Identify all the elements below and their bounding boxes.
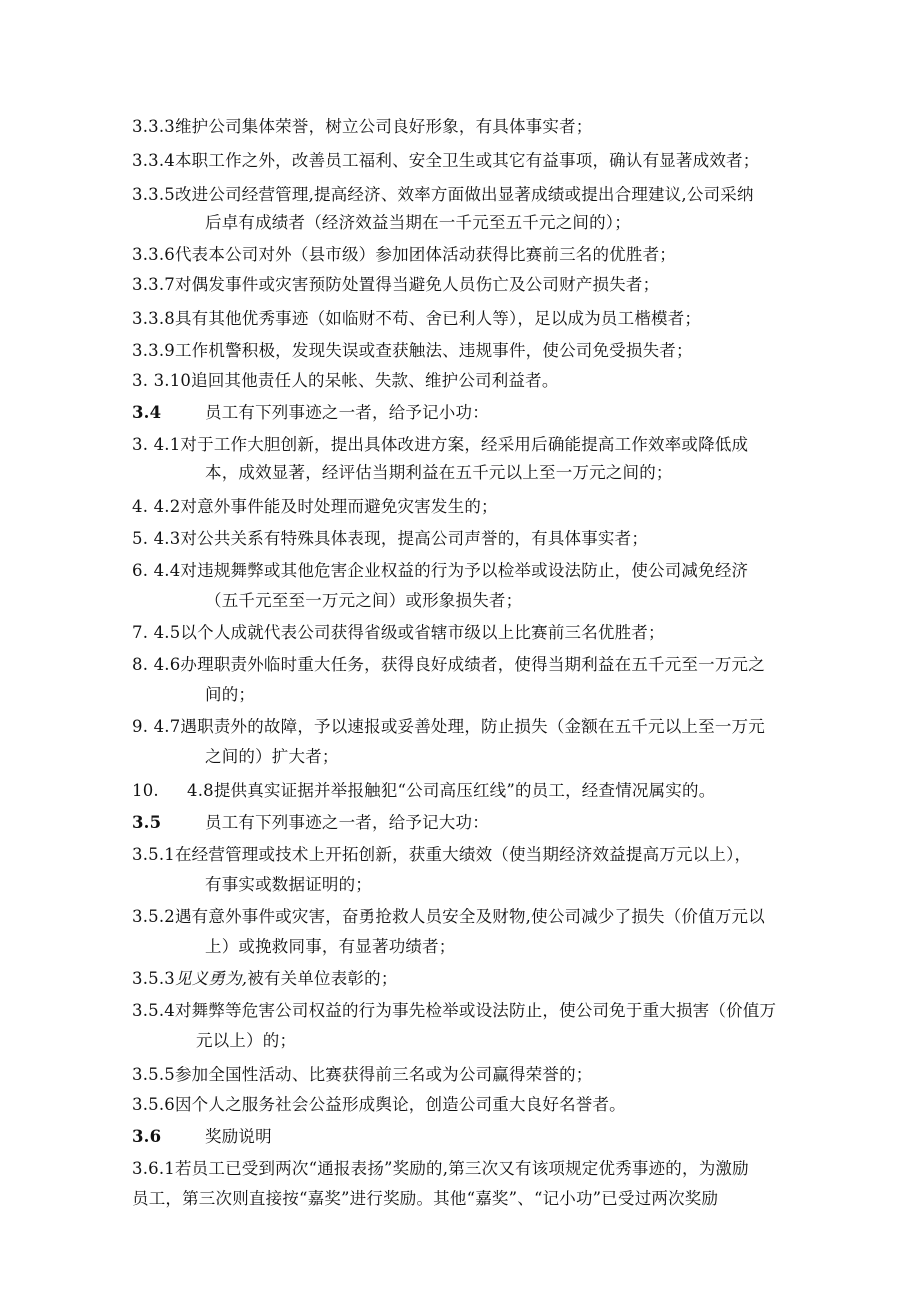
clause-3-5-3-italic: 见义勇为, bbox=[174, 969, 248, 988]
clause-10-number: 10. bbox=[132, 781, 159, 800]
clause-3-6-1-cont: 员工，第三次则直接按“嘉奖”进行奖励。其他“嘉奖”、“记小功”已受过两次奖励 bbox=[132, 1189, 719, 1208]
clause-3-3-5-cont: 后卓有成绩者（经济效益当期在一千元至五千元之间的）； bbox=[205, 213, 631, 232]
clause-3-3-3: 3.3.3维护公司集体荣誉，树立公司良好形象，有具体事实者； bbox=[132, 117, 593, 136]
clause-3-5-5: 3.5.5参加全国性活动、比赛获得前三名或为公司赢得荣誉的； bbox=[132, 1065, 593, 1084]
section-3-5-number: 3.5 bbox=[132, 813, 162, 832]
clause-3-4-1-cont: 本，成效显著，经评估当期利益在五千元以上至一万元之间的； bbox=[205, 463, 673, 482]
clause-3-3-7: 3.3.7对偶发事件或灾害预防处置得当避免人员伤亡及公司财产损失者； bbox=[132, 275, 660, 294]
clause-3-5-3-text: 被有关单位表彰的； bbox=[247, 969, 398, 988]
clause-3-3-10: 3. 3.10追回其他责任人的呆帐、失款、维护公司利益者。 bbox=[132, 371, 559, 390]
section-3-4-title: 员工有下列事迹之一者，给予记小功： bbox=[205, 403, 489, 422]
section-3-6-number: 3.6 bbox=[132, 1127, 162, 1146]
clause-4-4-2: 4. 4.2对意外事件能及时处理而避免灾害发生的； bbox=[132, 497, 498, 516]
clause-9-4-7-cont: 之间的）扩大者； bbox=[205, 747, 339, 766]
section-3-5-title: 员工有下列事迹之一者，给予记大功： bbox=[205, 813, 489, 832]
clause-9-4-7: 9. 4.7遇职责外的故障，予以速报或妥善处理，防止损失（金额在五千元以上至一万元 bbox=[132, 717, 765, 736]
clause-8-4-6: 8. 4.6办理职责外临时重大任务，获得良好成绩者，使得当期利益在五千元至一万元之 bbox=[132, 655, 765, 674]
clause-3-5-2-cont: 上）或挽救同事，有显著功绩者； bbox=[205, 937, 456, 956]
clause-7-4-5: 7. 4.5以个人成就代表公司获得省级或省辖市级以上比赛前三名优胜者； bbox=[132, 623, 665, 642]
clause-3-6-1: 3.6.1若员工已受到两次“通报表扬”奖励的,第三次又有该项规定优秀事迹的，为激励 bbox=[132, 1159, 749, 1178]
clause-3-5-1-cont: 有事实或数据证明的； bbox=[205, 875, 372, 894]
clause-5-4-3: 5. 4.3对公共关系有特殊具体表现，提高公司声誉的，有具体事实者； bbox=[132, 529, 649, 548]
clause-3-5-3-number: 3.5.3 bbox=[132, 969, 175, 988]
clause-3-3-5: 3.3.5改进公司经营管理,提高经济、效率方面做出显著成绩或提出合理建议,公司采纳 bbox=[132, 185, 754, 204]
clause-3-5-4: 3.5.4对舞弊等危害公司权益的行为事先检举或设法防止，使公司免于重大损害（价值万 bbox=[132, 1001, 777, 1020]
clause-8-4-6-cont: 间的； bbox=[205, 685, 256, 704]
clause-3-5-3 bbox=[132, 968, 398, 990]
clause-10-4-8: 4.8提供真实证据并举报触犯“公司高压红线”的员工，经查情况属实的。 bbox=[187, 781, 716, 800]
clause-3-3-9: 3.3.9工作机警积极，发现失误或查获触法、违规事件，使公司免受损失者； bbox=[132, 341, 693, 360]
clause-3-3-6: 3.3.6代表本公司对外（县市级）参加团体活动获得比赛前三名的优胜者； bbox=[132, 245, 676, 264]
clause-3-5-6: 3.5.6因个人之服务社会公益形成舆论，创造公司重大良好名誉者。 bbox=[132, 1095, 626, 1114]
clause-3-5-2: 3.5.2遇有意外事件或灾害，奋勇抢救人员安全及财物,使公司减少了损失（价值万元以 bbox=[132, 907, 765, 926]
section-3-4-number: 3.4 bbox=[132, 403, 162, 422]
clause-6-4-4: 6. 4.4对违规舞弊或其他危害企业权益的行为予以检举或设法防止，使公司减免经济 bbox=[132, 561, 749, 580]
clause-3-4-1: 3. 4.1对于工作大胆创新，提出具体改进方案，经采用后确能提高工作效率或降低成 bbox=[132, 435, 749, 454]
clause-6-4-4-cont: （五千元至至一万元之间）或形象损失者； bbox=[205, 591, 523, 610]
clause-3-3-8: 3.3.8具有其他优秀事迹（如临财不苟、舍已利人等），足以成为员工楷模者； bbox=[132, 309, 702, 328]
clause-3-5-4-cont: 元以上）的； bbox=[196, 1031, 297, 1050]
clause-3-3-4: 3.3.4本职工作之外，改善员工福利、安全卫生或其它有益事项，确认有显著成效者； bbox=[132, 151, 760, 170]
clause-3-5-1: 3.5.1在经营管理或技术上开拓创新，获重大绩效（使当期经济效益提高万元以上）， bbox=[132, 845, 752, 864]
section-3-6-title: 奖励说明 bbox=[205, 1127, 272, 1146]
